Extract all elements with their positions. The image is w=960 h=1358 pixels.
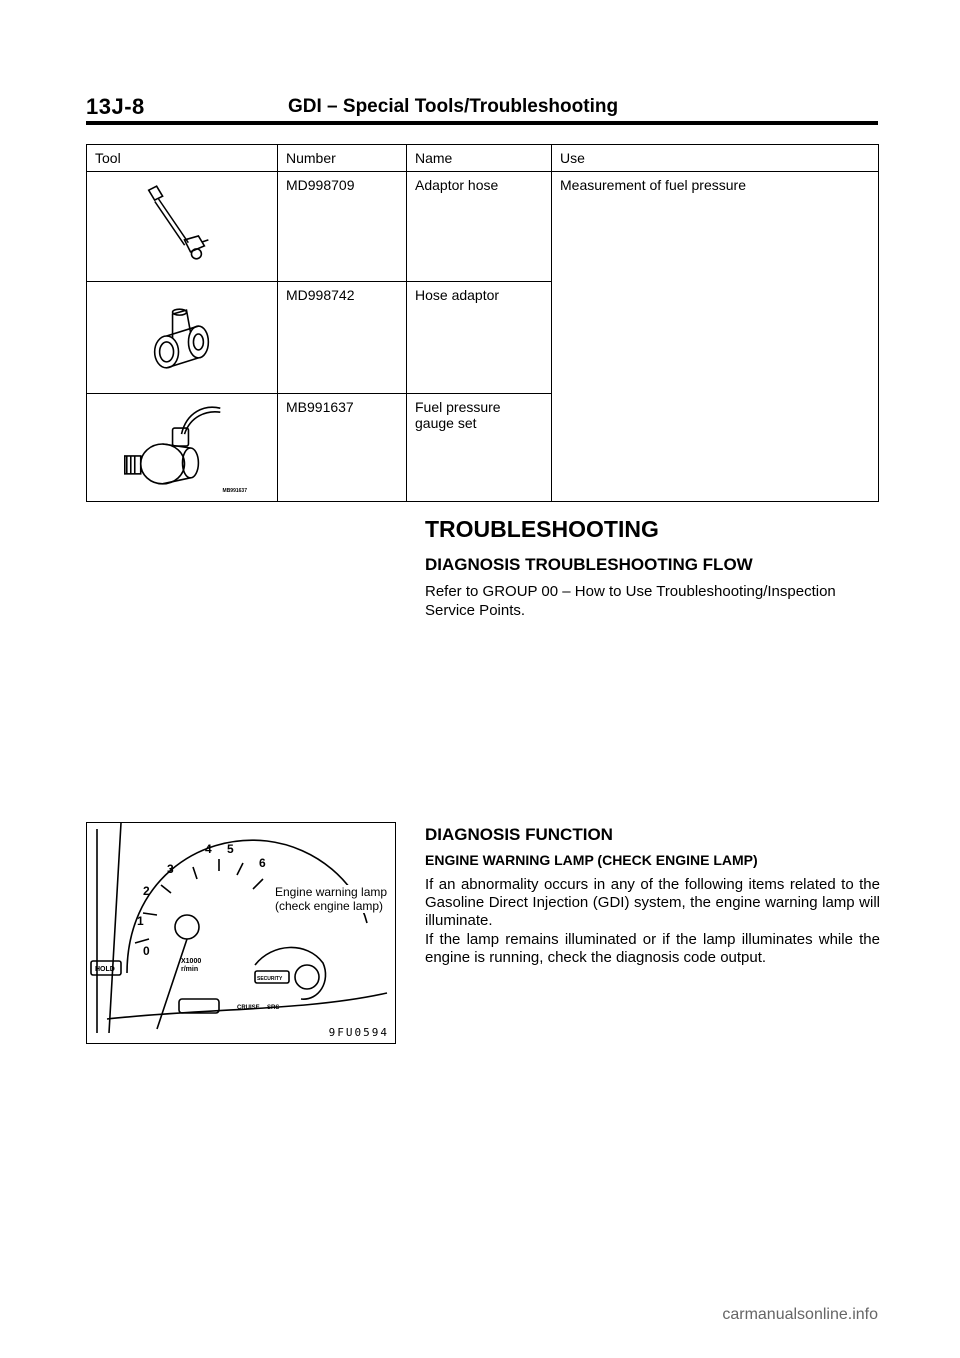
column-header-name: Name [407, 145, 552, 172]
column-header-tool: Tool [87, 145, 278, 172]
srs-label: SRS [267, 1005, 280, 1011]
tool-number: MD998709 [278, 172, 407, 282]
header-rule [86, 121, 878, 125]
column-header-number: Number [278, 145, 407, 172]
adaptor-hose-icon [87, 172, 277, 280]
security-label: SECURITY [257, 976, 283, 982]
tool-name: Fuel pressure gauge set [407, 394, 552, 502]
tool-number: MD998742 [278, 282, 407, 394]
tool-name: Adaptor hose [407, 172, 552, 282]
section-heading-troubleshooting: TROUBLESHOOTING [425, 516, 659, 542]
watermark: carmanualsonline.info [722, 1306, 878, 1323]
gauge-unit-top: X1000 [181, 958, 202, 965]
gauge-number-3: 3 [167, 862, 174, 876]
page-number: 13J-8 [86, 94, 145, 119]
hose-adaptor-icon [87, 282, 277, 392]
special-tools-table [86, 144, 879, 502]
tool-image-cell [87, 282, 278, 394]
subheading-flow: DIAGNOSIS TROUBLESHOOTING FLOW [425, 555, 753, 574]
gauge-number-2: 2 [143, 884, 150, 898]
gauge-number-0: 0 [143, 944, 150, 958]
figure-code: 9FU0594 [328, 1026, 389, 1039]
engine-warning-lamp-label [275, 885, 387, 913]
cruise-label: CRUISE [237, 1005, 260, 1011]
tool-image-cell [87, 394, 278, 502]
gauge-number-1: 1 [137, 914, 144, 928]
paragraph-1: If an abnormality occurs in any of the following items related to the Gasoline Direct Injection (GDI) system, the engine warning lamp will illuminate. [425, 876, 880, 929]
tool-use: Measurement of fuel pressure [552, 172, 879, 502]
tool-name: Hose adaptor [407, 282, 552, 394]
gauge-number-6: 6 [259, 856, 266, 870]
label-line-2: (check engine lamp) [275, 899, 384, 913]
gauge-number-5: 5 [227, 842, 234, 856]
table-row [87, 172, 879, 282]
instrument-cluster-figure [86, 822, 396, 1044]
page-title: GDI – Special Tools/Troubleshooting [288, 96, 619, 117]
section-heading-diagnosis-function: DIAGNOSIS FUNCTION [425, 825, 613, 844]
tachometer-illustration [87, 823, 395, 1043]
paragraph-2: If the lamp remains illuminated or if the lamp illuminates while the engine is running, check the diagnosis code output. [425, 931, 880, 966]
tool-number: MB991637 [278, 394, 407, 502]
tool-image-cell [87, 172, 278, 282]
tool-image-code: MB991637 [222, 488, 247, 494]
table-header-row [87, 145, 879, 172]
label-line-1: Engine warning lamp [275, 885, 388, 899]
hold-label: HOLD [95, 966, 115, 973]
fuel-pressure-gauge-icon [87, 394, 277, 500]
subheading-engine-warning-lamp: ENGINE WARNING LAMP (CHECK ENGINE LAMP) [425, 852, 758, 868]
column-header-use: Use [552, 145, 879, 172]
gauge-unit-bottom: r/min [181, 966, 199, 973]
gauge-number-4: 4 [205, 842, 212, 856]
flow-text: Refer to GROUP 00 – How to Use Troubleshooting/Inspection Service Points. [425, 583, 836, 619]
